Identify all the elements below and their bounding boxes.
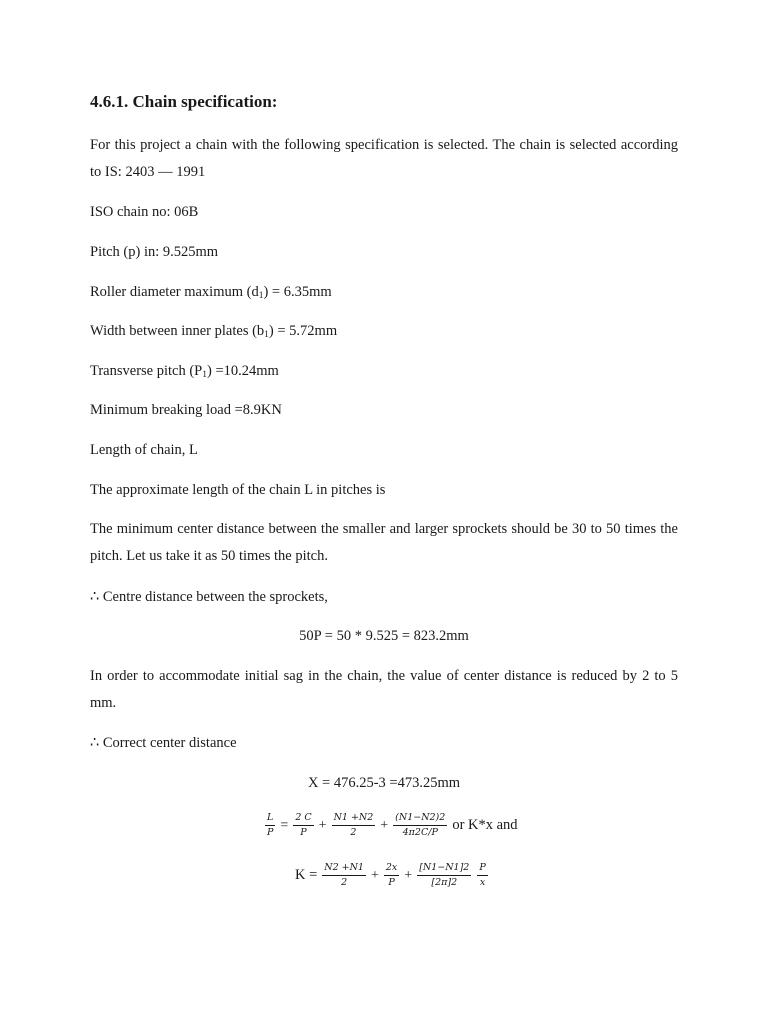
inner-plate-width-subscript: 1 <box>264 330 269 340</box>
sag-paragraph: In order to accommodate initial sag in the chain, the value of center distance is reduced by 2 to 5 mm. <box>90 668 678 711</box>
k-term1-numerator: N2 +N1 <box>322 862 366 876</box>
center-distance-paragraph: The minimum center distance between the smaller and larger sprockets should be 30 to 50 times the pitch. Let us take it as 50 times the pitch. <box>90 521 678 564</box>
k-term3-fraction <box>417 862 471 889</box>
term1-denominator: P <box>300 827 307 838</box>
transverse-pitch-subscript: 1 <box>202 370 207 380</box>
lhs-fraction <box>265 812 275 839</box>
term2-fraction <box>332 812 376 839</box>
term1-numerator: 2 C <box>293 812 313 826</box>
plus-sign: + <box>380 817 389 833</box>
inner-plate-width-value: ) = 5.72mm <box>268 323 338 339</box>
term2-numerator: N1 +N2 <box>332 812 376 826</box>
roller-diameter-text: Roller diameter maximum (d <box>90 284 259 300</box>
term3-fraction <box>393 812 447 839</box>
plus-sign: + <box>370 867 379 883</box>
transverse-pitch-value: ) =10.24mm <box>206 363 279 379</box>
k-term2-numerator: 2x <box>384 862 399 876</box>
lhs-numerator: L <box>265 812 275 826</box>
k-term4-fraction <box>477 862 487 889</box>
k-term3-numerator: [N1−N1]2 <box>417 862 471 876</box>
k-lhs: K = <box>295 867 318 883</box>
transverse-pitch-line <box>90 363 279 380</box>
term3-denominator: 4π2C/P <box>402 827 438 838</box>
roller-diameter-line <box>90 284 332 301</box>
term1-fraction <box>293 812 313 839</box>
section-heading: 4.6.1. Chain specification: <box>90 92 278 111</box>
inner-plate-width-text: Width between inner plates (b <box>90 323 265 339</box>
plus-sign: + <box>318 817 327 833</box>
chain-length-formula <box>262 812 518 839</box>
k-term1-denominator: 2 <box>341 877 348 888</box>
k-term2-fraction <box>384 862 399 889</box>
intro-paragraph: For this project a chain with the following specification is selected. The chain is selected according to IS: 2403 — 1991 <box>90 137 678 180</box>
centre-distance-label: ∴ Centre distance between the sprockets, <box>90 589 328 605</box>
equals-sign: = <box>280 817 289 833</box>
k-term1-fraction <box>322 862 366 889</box>
formula-tail-text: or K*x and <box>452 817 518 833</box>
plus-sign: + <box>404 867 413 883</box>
term3-numerator: (N1−N2)2 <box>393 812 447 826</box>
term2-denominator: 2 <box>350 827 357 838</box>
k-formula <box>295 862 491 889</box>
breaking-load-line: Minimum breaking load =8.9KN <box>90 402 282 418</box>
pitch-line: Pitch (p) in: 9.525mm <box>90 244 219 260</box>
transverse-pitch-text: Transverse pitch (P <box>90 363 203 379</box>
equation-x: X = 476.25-3 =473.25mm <box>307 775 461 791</box>
k-term4-numerator: P <box>477 862 487 876</box>
inner-plate-width-line <box>90 323 337 340</box>
roller-diameter-value: ) = 6.35mm <box>263 284 332 300</box>
correct-distance-label: ∴ Correct center distance <box>90 735 237 751</box>
approx-length-line: The approximate length of the chain L in pitches is <box>90 482 386 498</box>
iso-chain-line: ISO chain no: 06B <box>90 204 199 220</box>
roller-diameter-subscript: 1 <box>258 291 264 301</box>
k-term2-denominator: P <box>388 877 395 888</box>
chain-length-line: Length of chain, L <box>90 442 198 458</box>
k-term4-denominator: x <box>479 877 486 888</box>
equation-50p: 50P = 50 * 9.525 = 823.2mm <box>299 628 469 644</box>
k-term3-denominator: [2π]2 <box>431 877 458 888</box>
lhs-denominator: P <box>267 827 274 838</box>
